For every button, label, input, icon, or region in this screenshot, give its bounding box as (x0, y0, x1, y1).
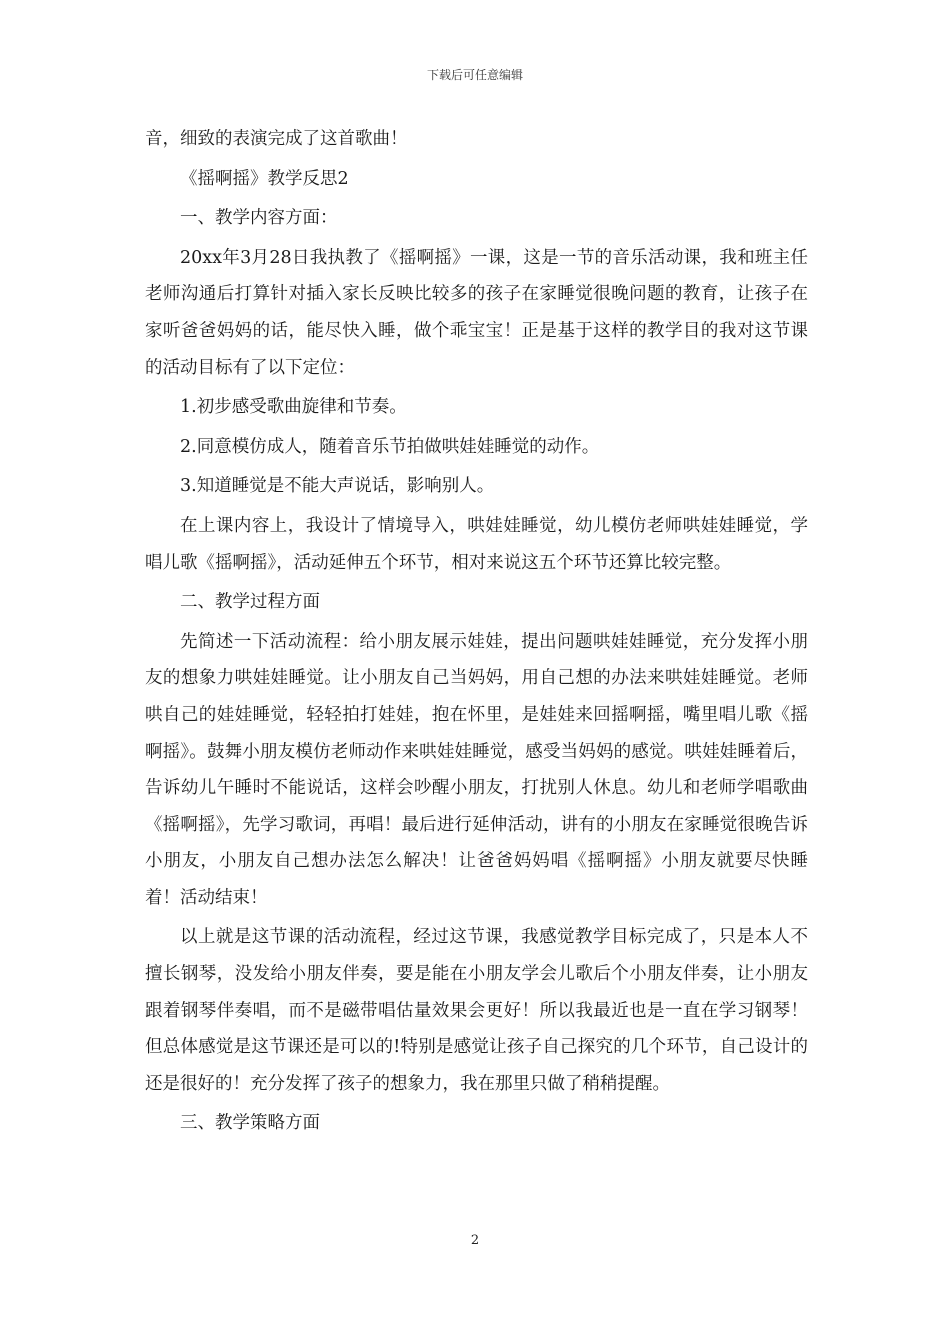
paragraph: 音，细致的表演完成了这首歌曲！ (145, 129, 408, 149)
section-heading: 二、教学过程方面 (180, 592, 320, 613)
section-heading: 一、教学内容方面： (180, 208, 338, 229)
list-item: 3.知道睡觉是不能大声说话，影响别人。 (180, 476, 495, 497)
paragraph: 先简述一下活动流程：给小朋友展示娃娃，提出问题哄娃娃睡觉，充分发挥小朋友的想象力哄娃娃睡觉。让小朋友自己当妈妈，用自己想的办法来哄娃娃睡觉。老师哄自己的娃娃睡觉，轻轻拍打娃娃，抱在怀里，是娃娃来回摇啊摇，嘴里唱儿歌《摇啊摇》。鼓舞小朋友模仿老师动作来哄娃娃睡觉，感受当妈妈的感觉。哄娃娃睡着后，告诉幼儿午睡时不能说话，这样会吵醒小朋友，打扰别人休息。幼儿和老师学唱歌曲《摇啊摇》，先学习歌词，再唱！最后进行延伸活动，讲有的小朋友在家睡觉很晚告诉小朋友，小朋友自己想办法怎么解决！让爸爸妈妈唱《摇啊摇》小朋友就要尽快睡着！活动结束！ (145, 631, 808, 908)
page-number: 2 (470, 1233, 480, 1248)
page-header: 下载后可任意编辑 (426, 68, 523, 82)
list-item: 1.初步感受歌曲旋律和节奏。 (180, 397, 407, 418)
section-heading: 三、教学策略方面 (180, 1113, 320, 1134)
paragraph: 在上课内容上，我设计了情境导入，哄娃娃睡觉，幼儿模仿老师哄娃娃睡觉，学唱儿歌《摇啊摇》，活动延伸五个环节，相对来说这五个环节还算比较完整。 (145, 515, 808, 573)
list-item: 2.同意模仿成人，随着音乐节拍做哄娃娃睡觉的动作。 (180, 436, 600, 457)
document-body (145, 121, 808, 1142)
paragraph: 以上就是这节课的活动流程，经过这节课，我感觉教学目标完成了，只是本人不擅长钢琴，没发给小朋友伴奏，要是能在小朋友学会儿歌后个小朋友伴奏，让小朋友跟着钢琴伴奏唱，而不是磁带唱估量效果会更好！所以我最近也是一直在学习钢琴！但总体感觉是这节课还是可以的!特别是感觉让孩子自己探究的几个环节，自己设计的还是很好的！充分发挥了孩子的想象力，我在那里只做了稍稍提醒。 (145, 927, 808, 1094)
section-title: 《摇啊摇》教学反思2 (180, 168, 349, 189)
paragraph: 20xx年3月28日我执教了《摇啊摇》一课，这是一节的音乐活动课，我和班主任老师沟通后打算针对插入家长反映比较多的孩子在家睡觉很晚问题的教育，让孩子在家听爸爸妈妈的话，能尽快入睡，做个乖宝宝！正是基于这样的教学目的我对这节课的活动目标有了以下定位： (145, 247, 808, 378)
